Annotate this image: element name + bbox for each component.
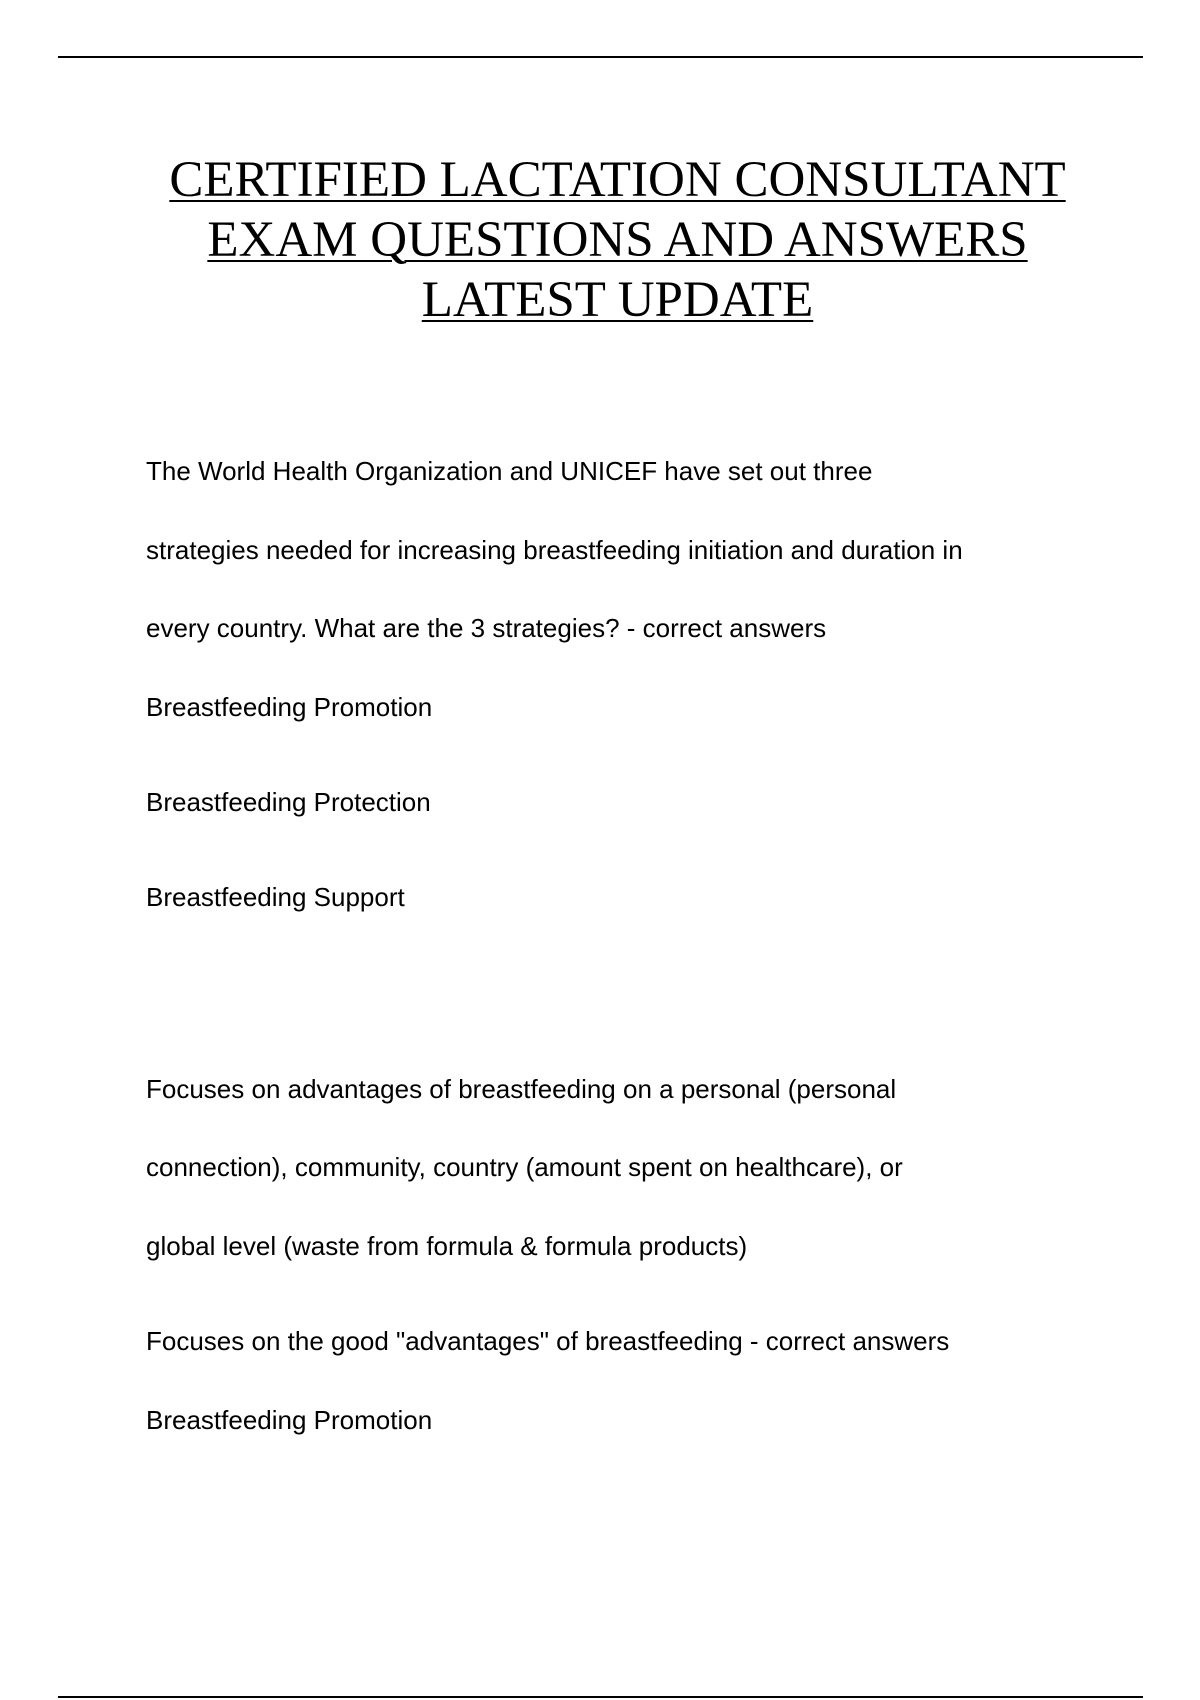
q1-answer-1: Breastfeeding Promotion: [146, 692, 433, 722]
q1-line-3: every country. What are the 3 strategies? - correct answers: [146, 613, 827, 643]
title-line-2: EXAM QUESTIONS AND ANSWERS: [207, 212, 1028, 268]
p2-line-1: Focuses on advantages of breastfeeding on a personal (personal: [146, 1074, 897, 1104]
title-line-3: LATEST UPDATE: [421, 272, 814, 328]
q1-line-2: strategies needed for increasing breastfeeding initiation and duration in: [146, 535, 963, 565]
top-rule: [58, 56, 1143, 58]
q1-answer-2: Breastfeeding Protection: [146, 787, 431, 817]
q3-line-1: Focuses on the good "advantages" of breastfeeding - correct answers: [146, 1326, 950, 1356]
title-line-1: CERTIFIED LACTATION CONSULTANT: [169, 152, 1066, 208]
q1-answer-3: Breastfeeding Support: [146, 882, 405, 912]
document-title: [0, 150, 1200, 330]
p2-line-3: global level (waste from formula & formula products): [146, 1231, 748, 1261]
bottom-rule: [58, 1696, 1143, 1698]
q3-answer: Breastfeeding Promotion: [146, 1405, 433, 1435]
q1-line-1: The World Health Organization and UNICEF have set out three: [146, 456, 873, 486]
p2-line-2: connection), community, country (amount spent on healthcare), or: [146, 1152, 903, 1182]
